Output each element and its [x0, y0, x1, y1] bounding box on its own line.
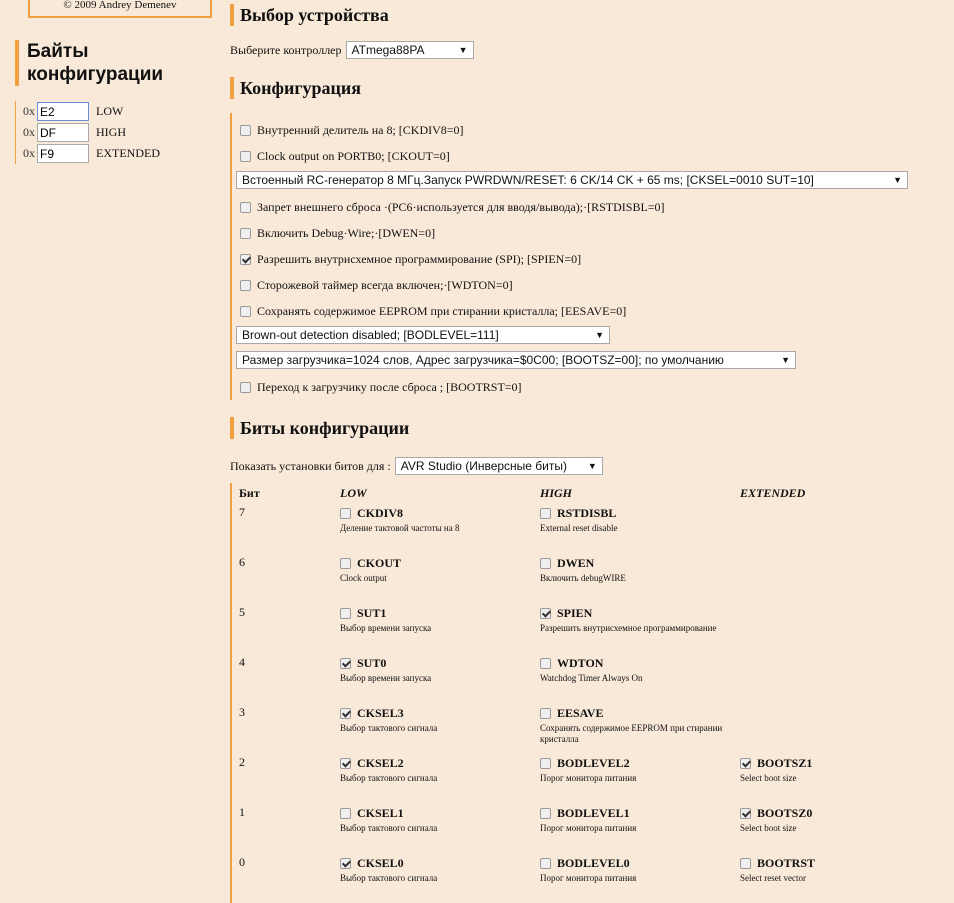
- fuse-bit-name: BODLEVEL0: [557, 856, 630, 870]
- fuse-bit-toggle[interactable]: [740, 856, 940, 871]
- fuse-bit: [340, 656, 540, 684]
- fuse-bit-description: Порог монитора питания: [540, 773, 637, 783]
- chevron-down-icon: ▼: [458, 45, 468, 55]
- bits-mode-select[interactable]: [395, 457, 603, 475]
- fuse-bit-description: Включить debugWIRE: [540, 573, 626, 583]
- chevron-down-icon: ▼: [781, 355, 790, 365]
- bootsz-select[interactable]: [236, 351, 796, 369]
- fuse-bit-name: BOOTSZ1: [757, 756, 813, 770]
- checkbox[interactable]: [540, 558, 551, 569]
- fuse-bit-toggle[interactable]: [540, 706, 740, 721]
- checkbox-checked[interactable]: [340, 658, 351, 669]
- checkbox[interactable]: [340, 558, 351, 569]
- checkbox[interactable]: [240, 382, 251, 393]
- checkbox[interactable]: [240, 125, 251, 136]
- fuse-bit-toggle[interactable]: [740, 806, 940, 821]
- bit-number: 4: [239, 655, 245, 669]
- fuse-bit: [540, 706, 740, 745]
- fuse-bit: [540, 806, 740, 834]
- fuse-bit-toggle[interactable]: [540, 506, 740, 521]
- checkbox-checked[interactable]: [740, 808, 751, 819]
- fuse-bit-toggle[interactable]: [340, 606, 540, 621]
- fuse-bit-toggle[interactable]: [540, 656, 740, 671]
- bit-number: 2: [239, 755, 245, 769]
- config-ckout[interactable]: [240, 149, 450, 164]
- checkbox[interactable]: [240, 151, 251, 162]
- fuse-bytes-panel: [15, 101, 213, 164]
- bits-show-row: [230, 457, 603, 475]
- config-panel: [230, 113, 945, 400]
- checkbox[interactable]: [540, 708, 551, 719]
- high-byte-label: HIGH: [96, 125, 126, 139]
- fuse-bit-name: SPIEN: [557, 606, 593, 620]
- fuse-bit-toggle[interactable]: [540, 856, 740, 871]
- col-extended-header: EXTENDED: [740, 486, 806, 500]
- fuse-bit-description: Выбор времени запуска: [340, 673, 432, 683]
- checkbox[interactable]: [240, 228, 251, 239]
- low-byte-input[interactable]: [37, 102, 89, 121]
- fuse-bit-toggle[interactable]: [340, 756, 540, 771]
- low-byte-label: LOW: [96, 104, 124, 118]
- fuse-bit-name: CKSEL2: [357, 756, 404, 770]
- fuse-bit: [540, 556, 740, 584]
- checkbox-checked[interactable]: [740, 758, 751, 769]
- fuse-bit-description: Порог монитора питания: [540, 873, 637, 883]
- fuse-bit-toggle[interactable]: [540, 756, 740, 771]
- fuse-bit-toggle[interactable]: [340, 856, 540, 871]
- config-ckout-label: Clock output on PORTB0; [CKOUT=0]: [257, 149, 450, 163]
- bits-show-label: Показать установки битов для :: [230, 458, 391, 473]
- fuse-bit-name: CKSEL1: [357, 806, 404, 820]
- device-row: [230, 41, 474, 59]
- fuse-bit-toggle[interactable]: [340, 656, 540, 671]
- bootsz-select-wrap: [236, 351, 796, 369]
- fuse-bit-description: Сохранять содержимое EEPROM при стирании кристалла: [540, 723, 723, 744]
- col-high-header: HIGH: [540, 486, 573, 500]
- config-ckdiv8[interactable]: [240, 123, 464, 138]
- bits-mode-value: AVR Studio (Инверсные биты): [400, 459, 567, 473]
- config-dwen[interactable]: [240, 226, 435, 241]
- bodlevel-select-wrap: [236, 326, 610, 344]
- fuse-bit-name: SUT0: [357, 656, 387, 670]
- checkbox-checked[interactable]: [340, 708, 351, 719]
- copyright: © 2009 Andrey Demenev: [28, 0, 212, 18]
- bit-number: 6: [239, 555, 245, 569]
- fuse-bit-name: CKOUT: [357, 556, 402, 570]
- fuse-bit-description: Clock output: [340, 573, 387, 583]
- extended-byte-input[interactable]: [37, 144, 89, 163]
- fuse-bit-name: CKSEL0: [357, 856, 404, 870]
- bits-table: [230, 483, 945, 903]
- fuse-bit-name: SUT1: [357, 606, 387, 620]
- checkbox-checked[interactable]: [240, 254, 251, 265]
- bit-number: 1: [239, 805, 245, 819]
- col-bit-header: Бит: [239, 486, 260, 500]
- cksel-select[interactable]: [236, 171, 908, 189]
- checkbox[interactable]: [540, 658, 551, 669]
- bodlevel-select[interactable]: [236, 326, 610, 344]
- fuse-bit: [340, 556, 540, 584]
- checkbox[interactable]: [540, 508, 551, 519]
- fuse-bytes-title: Байты конфигурации: [15, 40, 207, 86]
- checkbox[interactable]: [240, 280, 251, 291]
- config-rstdisbl-label: Запрет внешнего сброса ·(PC6·используется для вводя/вывода);·[RSTDISBL=0]: [257, 200, 665, 214]
- config-eesave[interactable]: [240, 304, 626, 319]
- config-wdton-label: Сторожевой таймер всегда включен;·[WDTON=0]: [257, 278, 513, 292]
- config-bootrst-label: Переход к загрузчику после сброса ; [BOOTRST=0]: [257, 380, 522, 394]
- checkbox[interactable]: [240, 202, 251, 213]
- checkbox[interactable]: [340, 608, 351, 619]
- hex-prefix: 0x: [23, 104, 35, 118]
- extended-byte-label: EXTENDED: [96, 146, 160, 160]
- high-byte-input[interactable]: [37, 123, 89, 142]
- config-spien[interactable]: [240, 252, 581, 267]
- fuse-bit: [540, 856, 740, 884]
- fuse-bit-description: Select boot size: [740, 823, 797, 833]
- fuse-bit-toggle[interactable]: [340, 806, 540, 821]
- fuse-bit-description: Порог монитора питания: [540, 823, 637, 833]
- fuse-bit: [340, 706, 540, 734]
- fuse-bit: [740, 756, 940, 784]
- device-select-value: ATmega88PA: [351, 43, 425, 57]
- bit-number: 3: [239, 705, 245, 719]
- fuse-bit-description: Select boot size: [740, 773, 797, 783]
- hex-prefix: 0x: [23, 125, 35, 139]
- device-select[interactable]: [346, 41, 474, 59]
- fuse-bit-name: BOOTSZ0: [757, 806, 813, 820]
- checkbox[interactable]: [540, 858, 551, 869]
- fuse-bit: [740, 856, 940, 884]
- checkbox[interactable]: [740, 858, 751, 869]
- fuse-byte-low: [23, 101, 213, 122]
- fuse-bit-name: BODLEVEL2: [557, 756, 630, 770]
- fuse-bit-toggle[interactable]: [540, 606, 740, 621]
- config-spien-label: Разрешить внутрисхемное программирование (SPI); [SPIEN=0]: [257, 252, 582, 266]
- bit-number: 7: [239, 505, 245, 519]
- bit-number: 0: [239, 855, 245, 869]
- fuse-bit-toggle[interactable]: [540, 556, 740, 571]
- config-bootrst[interactable]: [240, 380, 522, 395]
- checkbox-checked[interactable]: [540, 608, 551, 619]
- fuse-bit: [540, 656, 740, 684]
- config-rstdisbl[interactable]: [240, 200, 665, 215]
- fuse-bit: [540, 506, 740, 534]
- hex-prefix: 0x: [23, 146, 35, 160]
- config-heading: Конфигурация: [230, 77, 940, 99]
- fuse-bit-name: RSTDISBL: [557, 506, 617, 520]
- checkbox[interactable]: [540, 758, 551, 769]
- fuse-bit-name: BOOTRST: [757, 856, 816, 870]
- fuse-bit-toggle[interactable]: [340, 556, 540, 571]
- fuse-bit-description: Выбор времени запуска: [340, 623, 432, 633]
- fuse-bit-name: WDTON: [557, 656, 604, 670]
- fuse-bit: [740, 806, 940, 834]
- config-eesave-label: Сохранять содержимое EEPROM при стирании кристалла; [EESAVE=0]: [257, 304, 627, 318]
- checkbox-checked[interactable]: [340, 758, 351, 769]
- fuse-bit: [340, 856, 540, 884]
- fuse-bit-description: Выбор тактового сигнала: [340, 723, 438, 733]
- cksel-select-value: Встоенный RC-генератор 8 МГц.Запуск PWRDWN/RESET: 6 CK/14 CK + 65 ms; [CKSEL=0010 SUT=10]: [242, 173, 814, 187]
- checkbox[interactable]: [540, 808, 551, 819]
- device-heading: Выбор устройства: [230, 4, 940, 26]
- fuse-bit-name: DWEN: [557, 556, 595, 570]
- fuse-bit: [540, 606, 740, 634]
- fuse-bit-name: BODLEVEL1: [557, 806, 630, 820]
- fuse-bit-description: External reset disable: [540, 523, 618, 533]
- fuse-bit-toggle[interactable]: [540, 806, 740, 821]
- fuse-bit: [340, 756, 540, 784]
- config-wdton[interactable]: [240, 278, 513, 293]
- checkbox-checked[interactable]: [340, 858, 351, 869]
- fuse-bit-description: Watchdog Timer Always On: [540, 673, 643, 683]
- checkbox[interactable]: [340, 508, 351, 519]
- chevron-down-icon: ▼: [587, 461, 597, 471]
- checkbox[interactable]: [340, 808, 351, 819]
- fuse-bit-description: Select reset vector: [740, 873, 806, 883]
- fuse-bit-name: CKSEL3: [357, 706, 404, 720]
- fuse-bit-name: EESAVE: [557, 706, 604, 720]
- cksel-select-wrap: [236, 171, 908, 189]
- fuse-byte-high: [23, 122, 213, 143]
- fuse-bit: [540, 756, 740, 784]
- bootsz-select-value: Размер загрузчика=1024 слов, Адрес загрузчика=$0C00; [BOOTSZ=00]; по умолчанию: [242, 353, 724, 367]
- fuse-bit-description: Выбор тактового сигнала: [340, 823, 438, 833]
- bodlevel-select-value: Brown-out detection disabled; [BODLEVEL=111]: [242, 328, 499, 342]
- bits-heading: Биты конфигурации: [230, 417, 940, 439]
- fuse-bit: [340, 806, 540, 834]
- fuse-bit: [340, 506, 540, 534]
- config-ckdiv8-label: Внутренний делитель на 8; [CKDIV8=0]: [257, 123, 464, 137]
- chevron-down-icon: ▼: [595, 330, 604, 340]
- fuse-bit: [340, 606, 540, 634]
- chevron-down-icon: ▼: [893, 175, 902, 185]
- checkbox[interactable]: [240, 306, 251, 317]
- fuse-bit-toggle[interactable]: [340, 506, 540, 521]
- fuse-bit-description: Выбор тактового сигнала: [340, 873, 438, 883]
- fuse-bit-toggle[interactable]: [340, 706, 540, 721]
- fuse-bit-description: Разрешить внутрисхемное программирование: [540, 623, 717, 633]
- fuse-bit-description: Деление тактовой частоты на 8: [340, 523, 460, 533]
- col-low-header: LOW: [340, 486, 367, 500]
- fuse-bit-name: CKDIV8: [357, 506, 404, 520]
- device-label: Выберите контроллер: [230, 42, 342, 57]
- fuse-bit-description: Выбор тактового сигнала: [340, 773, 438, 783]
- config-dwen-label: Включить Debug·Wire;·[DWEN=0]: [257, 226, 436, 240]
- fuse-byte-extended: [23, 143, 213, 164]
- fuse-bit-toggle[interactable]: [740, 756, 940, 771]
- bit-number: 5: [239, 605, 245, 619]
